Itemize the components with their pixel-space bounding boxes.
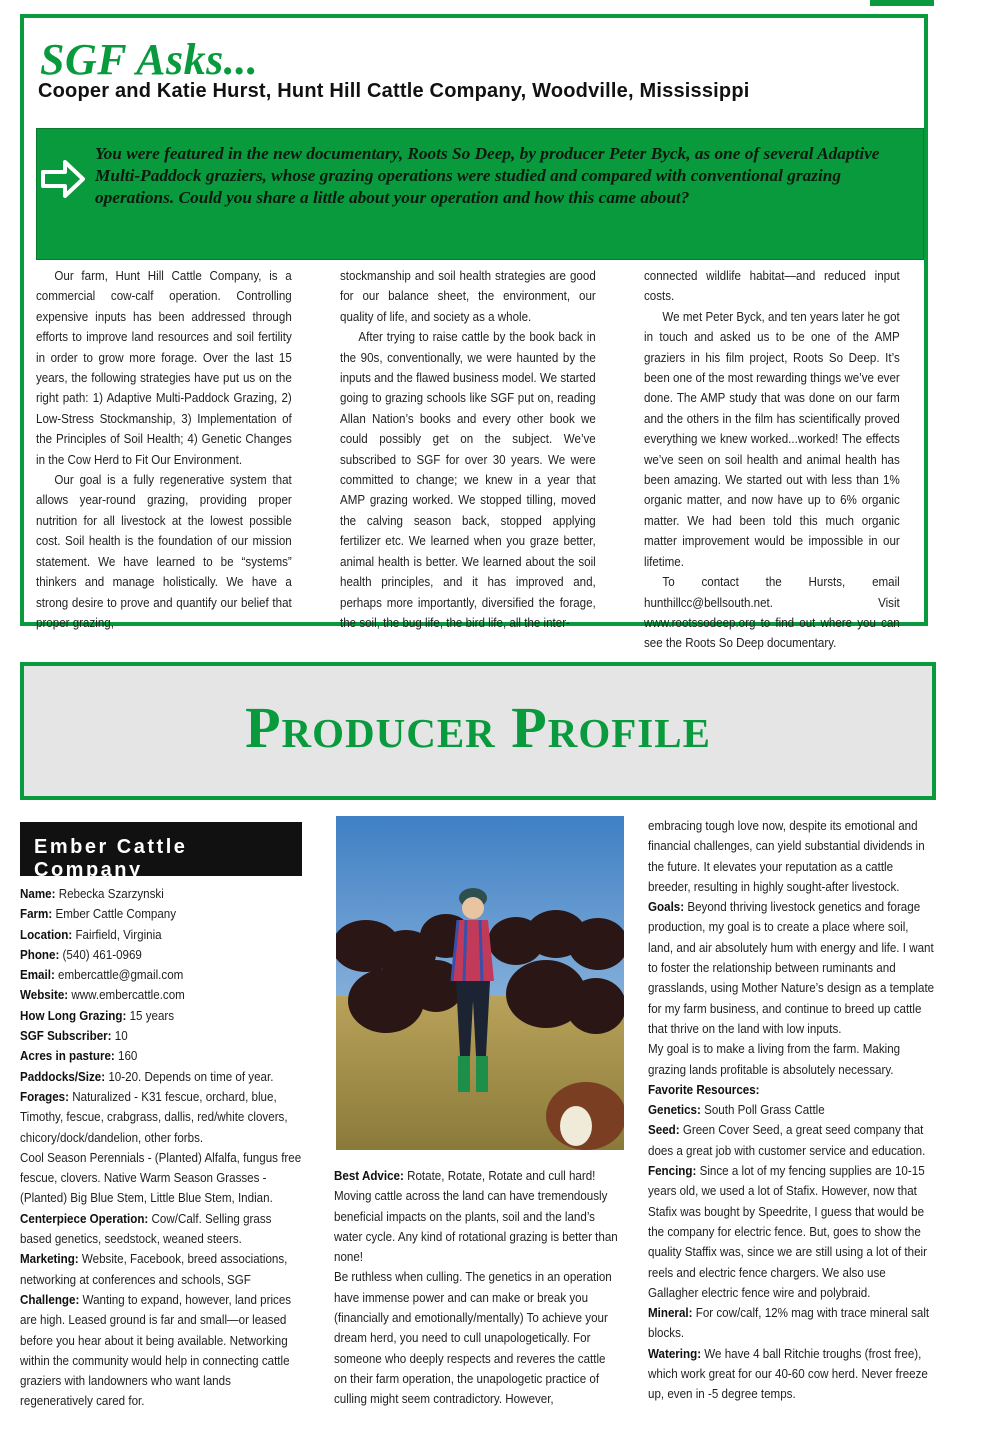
asks-title: SGF Asks...: [40, 35, 259, 84]
answer-paragraph: After trying to raise cattle by the book back in the 90s, conventionally, we were haunted by the inputs and the flawed business model. We started going to grazing schools like SGF put on, reading Allan Nation’s books and every other book we could possibly get on the subject. We’ve subscribed to SGF for over 30 years. We were committed to change; we knew in a year that AMP grazing worked. We stopped tilling, moved the calving season back, stopped applying fertilizer etc. We learned when you graze better, animal health is better. We learned about the soil health principles, and it has improved and, perhaps more importantly, diversified the forage, the soil, the bug life, the bird life, all the inter-: [340, 330, 596, 630]
company-name: Ember Cattle Company: [34, 836, 188, 881]
field-label: Phone:: [20, 946, 60, 962]
field-goals: [648, 897, 936, 1039]
field-advice-3: embracing tough love now, despite its emotional and financial challenges, can yield substantial dividends in the future. It elevates your reputation as a cattle breeder, resulting in highly sought-after livestock.: [648, 818, 925, 894]
field-value: Rotate, Rotate, Rotate and cull hard! Moving cattle across the land can have tremendously beneficial impacts on the plants, soil and the land’s water cycle. Any kind of rotational grazing is better than none!: [334, 1168, 618, 1265]
answer-paragraph: Our goal is a fully regenerative system that allows year-round grazing, providing proper nutrition for all livestock at the lowest possible cost. Soil health is the foundation of our mission statement. We have learned to be “systems” thinkers and manage holistically. We have a strong desire to prove and quantify our belief that proper grazing,: [36, 473, 292, 630]
profile-column-1: [20, 884, 306, 1412]
field-seed: [648, 1120, 936, 1161]
field-name: [20, 884, 306, 904]
field-genetics: [648, 1100, 936, 1120]
answer-paragraph: connected wildlife habitat—and reduced input costs.: [644, 269, 900, 304]
field-value: Rebecka Szarzynski: [58, 886, 164, 901]
field-value: www.embercattle.com: [71, 987, 185, 1003]
field-location: [20, 925, 306, 945]
field-value: embercattle@gmail.com: [58, 967, 184, 983]
profile-column-3: [648, 816, 936, 1405]
field-label: Best Advice:: [334, 1168, 404, 1183]
profile-column-2: [334, 1166, 620, 1410]
field-label: Forages:: [20, 1088, 70, 1104]
field-grazing: [20, 1006, 306, 1026]
answer-paragraph: stockmanship and soil health strategies are good for our balance sheet, the environment, our quality of life, and society as a whole.: [340, 269, 596, 324]
field-label: Paddocks/Size:: [20, 1068, 106, 1084]
answer-column-1: [36, 266, 292, 630]
producer-profile-banner: [20, 662, 936, 800]
field-farm: [20, 904, 306, 924]
answer-paragraph: We met Peter Byck, and ten years later he got in touch and asked us to be one of the AMP graziers in his film project, Roots So Deep. It’s been one of the most rewarding things we’ve ever done. The AMP study that was done on our farm and the others in the film has scientifically proved everything we knew worked...worked! The effects we’ve seen on soil health and animal health has been amazing. We started out with less than 1% organic matter, and now have up to 6% organic matter. We had been told this much organic matter improvement would be impossible in our lifetime.: [644, 309, 900, 569]
field-label: Location:: [20, 926, 73, 942]
field-label: Mineral:: [648, 1305, 693, 1321]
field-paddocks: [20, 1067, 306, 1087]
field-value: Green Cover Seed, a great seed company that does a great job with customer service and education.: [648, 1122, 926, 1158]
field-value: 10: [114, 1028, 128, 1044]
field-value: For cow/calf, 12% mag with trace mineral salt blocks.: [648, 1305, 930, 1341]
field-label: SGF Subscriber:: [20, 1028, 112, 1044]
answer-column-3: [644, 266, 900, 651]
field-label: Email:: [20, 967, 55, 983]
field-label: Favorite Resources:: [648, 1081, 760, 1097]
field-value: We have 4 ball Ritchie troughs (frost free), which work great for our 40-60 cow herd. Never freeze up, even in -5 degree temps.: [648, 1345, 928, 1402]
field-value: South Poll Grass Cattle: [704, 1102, 825, 1118]
company-name-box: [20, 822, 302, 881]
field-label: Fencing:: [648, 1163, 697, 1179]
field-label: Acres in pasture:: [20, 1048, 115, 1064]
field-forages: [20, 1087, 306, 1148]
field-label: Marketing:: [20, 1251, 79, 1267]
field-value: Cow/Calf. Selling grass based genetics, seedstock, weaned steers.: [20, 1210, 272, 1247]
field-value: 15 years: [129, 1007, 175, 1023]
field-advice: [334, 1166, 620, 1267]
answer-column-2: [340, 266, 596, 630]
field-label: Challenge:: [20, 1291, 80, 1307]
field-advice-2: Be ruthless when culling. The genetics in an operation have immense power and can make or break you (financially and emotionally/mentally) To achieve your dream herd, you need to cull unapologetically. For someone who deeply respects and reveres the cattle on their farm operation, the unapologetic practice of culling might seem contradictory. However,: [334, 1269, 612, 1407]
field-value: Wanting to expand, however, land prices are high. Leased ground is far and small—or leased before you hear about it being available. Networking within the community would help in connecting cattle graziers with landowners who want lands regeneratively cared for.: [20, 1291, 292, 1409]
field-label: Seed:: [648, 1122, 680, 1138]
question-text: You were featured in the new documentary, Roots So Deep, by producer Peter Byck, as one of several Adaptive Multi-Paddock graziers, whose grazing operations were studied and compared with conventional grazing operations. Could you share a little about your operation and how this came about?: [95, 144, 880, 207]
field-centerpiece: [20, 1209, 306, 1250]
field-label: How Long Grazing:: [20, 1007, 127, 1023]
field-value: 10-20. Depends on time of year.: [108, 1068, 274, 1084]
field-fencing: [648, 1161, 936, 1303]
field-value: Website, Facebook, breed associations, networking at conferences and schools, SGF: [20, 1251, 288, 1287]
answer-columns: [36, 266, 922, 651]
field-label: Genetics:: [648, 1102, 701, 1118]
contact-paragraph: To contact the Hursts, email hunthillcc@bellsouth.net. Visit www.rootssodeep.org to find out where you can see the Roots So Deep documentary.: [644, 575, 900, 651]
field-challenge: [20, 1290, 306, 1412]
producer-photo: [336, 816, 624, 1150]
field-value: 160: [118, 1048, 138, 1064]
field-watering: [648, 1344, 936, 1405]
field-label: Name:: [20, 886, 56, 901]
field-label: Farm:: [20, 906, 53, 922]
field-value: (540) 461-0969: [62, 946, 142, 962]
field-marketing: [20, 1249, 306, 1290]
field-label: Centerpiece Operation:: [20, 1210, 149, 1226]
field-website: [20, 985, 306, 1005]
field-value: Beyond thriving livestock genetics and forage production, my goal is to create a place where soil, land, and air absolutely hum with energy and life. I want to foster the relationship between ruminants and grasslands, using Mother Nature’s design as a template for my farm business, and continue to breed up cattle that thrive on the land with low inputs.: [648, 899, 935, 1036]
field-subscriber: [20, 1026, 306, 1046]
field-resources: [648, 1080, 936, 1100]
field-label: Watering:: [648, 1345, 702, 1361]
field-value: Ember Cattle Company: [55, 906, 177, 922]
field-label: Goals:: [648, 899, 685, 915]
field-goals-2: My goal is to make a living from the farm. Making grazing lands profitable is absolutely necessary.: [648, 1041, 901, 1077]
asks-subtitle: Cooper and Katie Hurst, Hunt Hill Cattle Company, Woodville, Mississippi: [38, 80, 750, 102]
field-value: Since a lot of my fencing supplies are 10-15 years old, we used a lot of Stafix. However, now that Stafix was bought by Speedrite, I guess that would be the company for electric fence. But, goes to show the quality Staffix was, since we are still using a lot of their reels and electric fence chargers. We also use Gallagher electric fence wire and polybraid.: [648, 1163, 927, 1300]
page-corner-tab: [870, 0, 934, 6]
field-phone: [20, 945, 306, 965]
answer-paragraph: Our farm, Hunt Hill Cattle Company, is a commercial cow-calf operation. Controlling expensive inputs has been addressed through efforts to improve land resources and soil fertility in order to grow more forage. Over the last 15 years, the following strategies have put us on the right path: 1) Adaptive Multi-Paddock Grazing, 2) Low-Stress Stockmanship, 3) Implementation of the Principles of Soil Health; 4) Genetic Changes in the Cow Herd to Fit Our Environment.: [36, 269, 292, 467]
field-forages-2: Cool Season Perennials - (Planted) Alfalfa, fungus free fescue, clovers. Native Warm Season Grasses - (Planted) Big Blue Stem, Little Blue Stem, Indian.: [20, 1149, 302, 1206]
field-value: Naturalized - K31 fescue, orchard, blue, Timothy, fescue, crabgrass, dallis, red/white clovers, chicory/dock/dandelion, other forbs.: [20, 1088, 288, 1145]
field-value: Fairfield, Virginia: [75, 926, 162, 942]
photo-illustration: [336, 816, 624, 1150]
sgf-asks-box: [20, 14, 928, 651]
arrow-right-icon: [39, 155, 87, 203]
field-acres: [20, 1046, 306, 1066]
field-mineral: [648, 1303, 936, 1344]
field-email: [20, 965, 306, 985]
question-box: [36, 128, 924, 260]
field-label: Website:: [20, 987, 69, 1003]
banner-title: Producer Profile: [245, 695, 711, 760]
